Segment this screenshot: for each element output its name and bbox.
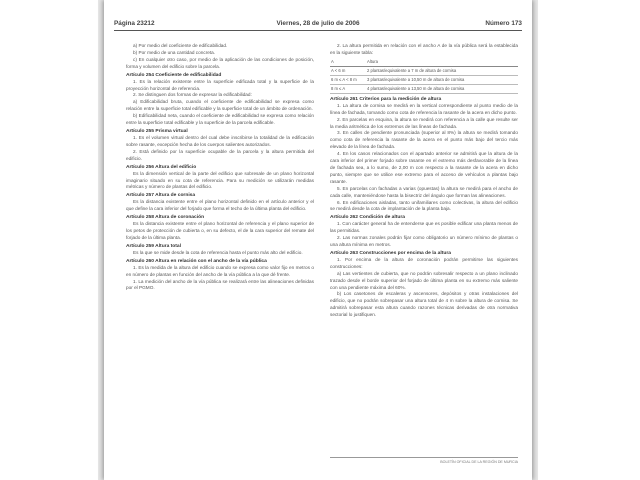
paragraph: a) Por medio del coeficiente de edificabilidad.	[133, 43, 228, 48]
article-heading: Artículo 257 Altura de cornisa	[126, 193, 196, 199]
paragraph: 2. La altura permitida en relación con el ancho A de la vía pública será la establecida en la siguiente tabla:	[330, 43, 518, 55]
header-rule	[114, 30, 522, 31]
article-heading: Artículo 261 Criterios para la medición de altura	[330, 96, 442, 102]
paragraph: b) Los casetones de escaleras y ascensores, depósitos y otras instalaciones del edificio, que no podrán sobrepasar una altura total de 4 m sobre la altura de cornisa. Se admitirá sobrepasar esta altura cuando razones técnicas derivadas de otra normativa sectorial lo justifiquen.	[330, 291, 518, 318]
article-heading: Artículo 260 Altura en relación con el ancho de la vía pública	[126, 258, 267, 264]
paragraph: a) Edificabilidad bruta, cuando el coeficiente de edificabilidad se expresa como relación entre la superficie total edificable y la superficie total de un ámbito de ordenación.	[126, 99, 314, 112]
paragraph: Es la que se mide desde la cota de referencia hasta el punto más alto del edificio.	[133, 249, 303, 255]
left-column	[126, 43, 314, 292]
paragraph: 1. Es la medida de la altura del edificio cuando se expresa como valor fijo en metros o en número de plantas en función del ancho de la vía pública a la que dé frente.	[126, 264, 314, 277]
paragraph: 1. La medición del ancho de la vía pública se realizará entre las alineaciones definidas por el PGMO.	[126, 278, 314, 291]
table-header-cell: Altura	[366, 58, 518, 67]
right-column	[330, 43, 518, 319]
paragraph: 5. En parcelas con fachadas a varias (opuestas) la altura se medirá para el ancho de cada calle, manteniéndose hasta la bisectriz del ángulo que forman las alineaciones.	[330, 185, 518, 198]
paragraph: 1. La altura de cornisa se medirá en la vertical correspondiente al punto medio de la línea de fachada, tomando como cota de referencia la rasante de la acera en dicho punto.	[330, 102, 518, 115]
right-column-intro	[330, 43, 518, 57]
paragraph: 2. Está definido por la superficie ocupable de la parcela y la altura permitida del edificio.	[126, 148, 314, 161]
right-column-body	[330, 96, 518, 319]
paragraph: 2. Las normas zonales podrán fijar como obligatorio un número mínimo de plantas o una altura mínima en metros.	[330, 235, 518, 248]
paragraph: Es la distancia existente entre el plano horizontal definido en el artículo anterior y el que define la cara inferior del forjado que forma el techo de la última planta del edificio.	[126, 199, 314, 212]
paragraph: a) Las vertientes de cubierta, que no podrán sobresalir respecto a un plano inclinado trazado desde el borde superior del forjado de última planta en su extremo más saliente con una pendiente máxima del 60%.	[330, 270, 518, 290]
header-date: Viernes, 28 de julio de 2006	[276, 20, 360, 27]
document-page	[104, 0, 532, 480]
page-header	[114, 20, 522, 30]
paragraph: 1. Es el volumen virtual dentro del cual debe inscribirse la totalidad de la edificación sobre rasante, excepción hecha de los cuerpos salientes autorizados.	[126, 134, 314, 147]
paragraph: 4. En los casos relacionados con el apartado anterior se admitirá que la altura de la cara inferior del primer forjado sobre rasante en el extremo más desfavorable de la línea de fachada sea, a lo sumo, de 2,00 m con respecto a la rasante de la acera en dicho punto, siempre que se utilice ese extremo para el acceso de vehículos a plantas bajo rasante.	[330, 151, 518, 184]
article-heading: Artículo 262 Condición de altura	[330, 215, 406, 221]
article-heading: Artículo 259 Altura total	[126, 243, 181, 249]
header-issue-number: Número 173	[485, 20, 522, 27]
paragraph: b) Edificabilidad neta, cuando el coeficiente de edificabilidad se expresa como relación entre la superficie total edificable y la superficie de la parcela edificable.	[126, 113, 314, 126]
height-table	[330, 58, 518, 94]
page-footer	[330, 457, 518, 466]
table-row	[330, 75, 518, 84]
paragraph: Es la dimensión vertical de la parte del edificio que sobresale de un plano horizontal imaginario situado en su cota de referencia. Para su medición se utilizarán medidas métricas y número de plantas del edificio.	[126, 170, 314, 190]
header-page-number: Página 23212	[114, 20, 155, 27]
paragraph: b) Por medio de una cantidad concreta.	[133, 49, 216, 55]
paragraph: 1. Es la relación existente entre la superficie edificada total y la superficie de la proyección horizontal de referencia.	[126, 78, 314, 91]
table-row	[330, 66, 518, 75]
table-cell: 2 plantas/equivalente a 7 m de altura de cornisa	[366, 66, 518, 75]
article-heading: Artículo 254 Coeficiente de edificabilidad	[126, 72, 222, 78]
paragraph: Es la distancia existente entre el plano horizontal de referencia y el plano superior de los petos de protección de cubierta o, en su defecto, el de la cara superior del remate del forjado de la última planta.	[126, 221, 314, 240]
paragraph: 2. Se distinguen dos formas de expresar la edificabilidad:	[133, 92, 252, 98]
article-heading: Artículo 263 Construcciones por encima de la altura	[330, 250, 451, 256]
paragraph: 3. En calles de pendiente pronunciada (superior al 8%) la altura se medirá tomando como cota de referencia la rasante de la acera en el punto más bajo del tercio más elevado de la línea de fachada.	[330, 130, 518, 150]
paragraph: 1. Con carácter general ha de entenderse que es posible edificar una planta menos de las permitidas.	[330, 221, 518, 234]
table-header-row	[330, 58, 518, 67]
table-cell: 3 plantas/equivalente a 10,50 m de altura de cornisa	[366, 75, 518, 84]
paragraph: 2. En parcelas en esquina, la altura se medirá con referencia a la calle que resulte ser la media aritmética de los extremos de las líneas de fachada.	[330, 116, 518, 129]
table-row	[330, 84, 518, 93]
paragraph: 1. Por encima de la altura de coronación podrán permitirse las siguientes construcciones:	[330, 256, 518, 269]
table-cell: 6 m ≤ A < 8 m	[330, 75, 366, 84]
article-heading: Artículo 258 Altura de coronación	[126, 215, 205, 221]
paragraph: c) En cualquier otro caso, por medio de la aplicación de las condiciones de posición, forma y volumen del edificio sobre la parcela.	[126, 56, 314, 69]
table-cell: 4 plantas/equivalente a 13,50 m de altura de cornisa	[366, 84, 518, 93]
article-heading: Artículo 256 Altura del edificio	[126, 164, 197, 170]
article-heading: Artículo 255 Prisma virtual	[126, 128, 188, 134]
footer-publication: BOLETÍN OFICIAL DE LA REGIÓN DE MURCIA	[440, 460, 518, 464]
paragraph: 6. En edificaciones aisladas, tanto unifamiliares como colectivas, la altura del edificio se medirá desde la cota de implantación de la planta baja.	[330, 199, 518, 212]
table-cell: A < 6 m	[330, 66, 366, 75]
table-cell: 8 m ≤ A	[330, 84, 366, 93]
page-edge-right	[532, 0, 538, 480]
table-header-cell: A	[330, 58, 366, 67]
